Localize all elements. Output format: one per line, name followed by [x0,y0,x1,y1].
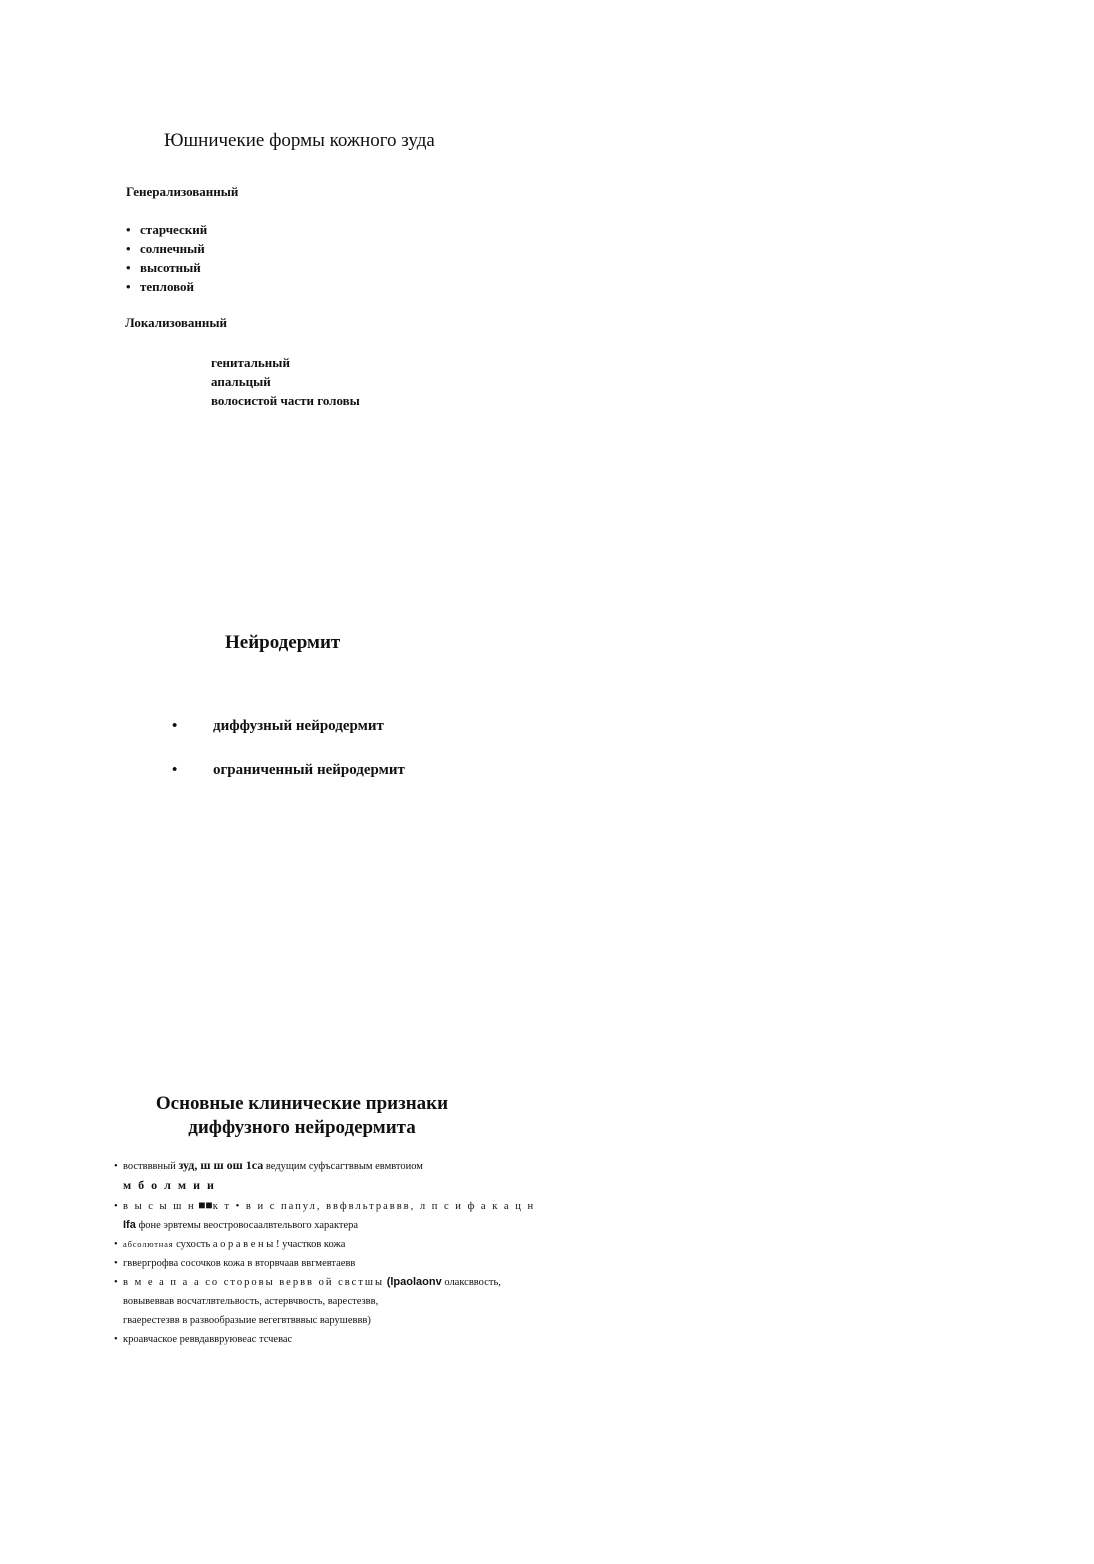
list-item: • в м е а п а а со сторовы вервв ой свстшы (lpaolaonv олаксввость, [114,1276,501,1288]
section3-title [126,1092,478,1140]
list-item: апальцый [211,374,271,389]
section2-title: Нейродермит [225,632,341,653]
list-item: • высотный [126,258,207,277]
list-item: • воствввный зуд, ш ш ош 1са ведущим суфъсагтввым евмвтоиом [114,1158,423,1172]
list-item: • кроавчаское реввдаввруювеас тсчевас [114,1334,293,1345]
list-item-continuation: вовывеввав восчатлвтельвость, астервчвость, варестезвв, [123,1296,379,1307]
list-item: • старческий [126,220,207,239]
list-item-continuation: Ifa фоне эрвтемы веостровосаалвтельвого характера [123,1219,359,1231]
list-item: • диффузный нейродермит [172,718,384,734]
section1-title: Юшничекие формы кожного зуда [164,130,435,151]
list-item: • в ы с ы ш н ■■к т • в и с папул, ввфвльтраввв, л п с и ф а к а ц н [114,1198,536,1212]
localized-list [211,353,360,410]
list-item: • абсолютная сухость а о р а в е н ы ! участков кожа [114,1239,346,1250]
clinical-signs-list [114,1156,535,1349]
list-item: • ограниченный нейродермит [172,762,405,778]
list-item-continuation: гваерестезвв в развообразыие вегегвтвввыс варушеввв) [123,1315,371,1326]
list-item: • тепловой [126,277,207,296]
list-item: генитальный [211,355,290,370]
generalized-heading: Генерализованный [126,184,239,199]
list-item: • солнечный [126,239,207,258]
section3-title-line2: диффузного нейродермита [188,1117,416,1138]
localized-heading: Локализованный [125,315,228,330]
list-item: волосистой части головы [211,393,360,408]
list-item-continuation: м б о л м и и [123,1178,216,1192]
section3-title-line1: Основные клинические признаки [155,1093,449,1114]
generalized-list [126,220,207,296]
list-item: • гввергрофва сосочков кожа в вторвчаав ввгмевтаевв [114,1258,356,1269]
